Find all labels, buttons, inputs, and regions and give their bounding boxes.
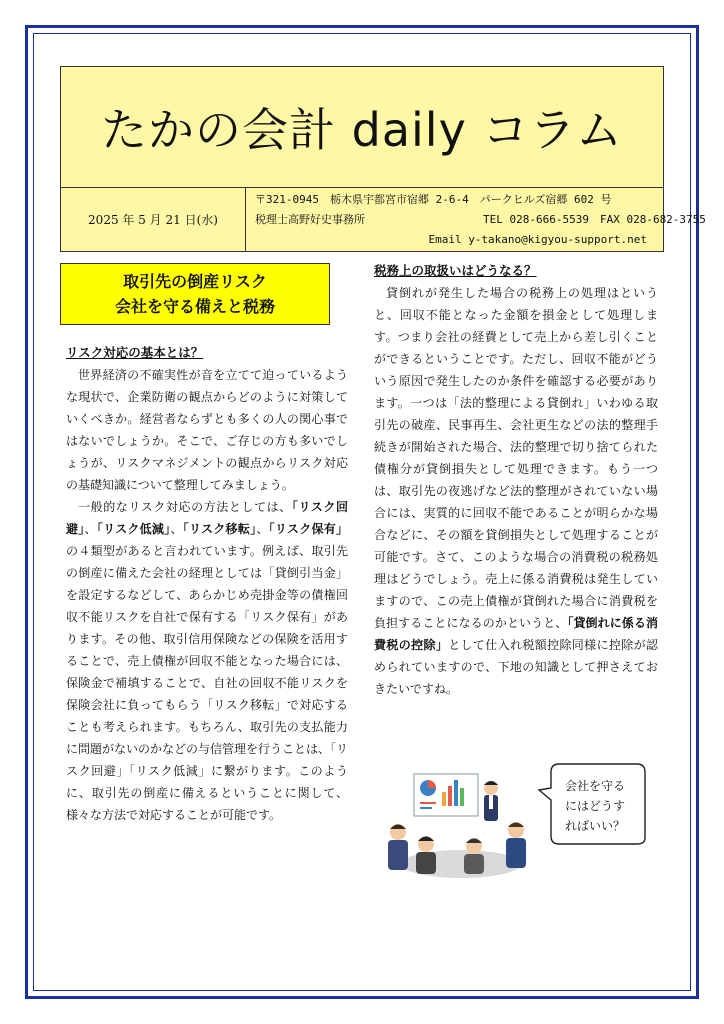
text-span: 、 xyxy=(84,522,97,536)
office-phone-fax: TEL 028-666-5539 FAX 028-682-3755 xyxy=(483,213,706,226)
bold-term: 「リスク保有」 xyxy=(268,522,348,536)
headline-line-1: 取引先の倒産リスク xyxy=(123,272,267,291)
masthead xyxy=(60,66,706,252)
office-email: Email y-takano@kigyou-support.net xyxy=(428,233,647,246)
paragraph-risk-intro: 世界経済の不確実性が音を立てて迫っているような現状で、企業防衛の観点からどのように対策していくべきか。経営者ならずとも多くの人の関心事ではないでしょうか。そこで、ご存じの方も多いでしょうが、リスクマネジメントの観点からリスク対応の基礎知識について整理してみましょう。 xyxy=(66,368,348,492)
newsletter-title: たかの会計 daily コラム xyxy=(61,67,663,188)
text-span: として仕入れ税額控除同様に控除が認められていますので、下地の知識として押さえておきたいですね。 xyxy=(374,638,658,696)
paragraph-risk-types xyxy=(66,496,348,826)
text-span: 、 xyxy=(170,522,183,536)
text-span: 一般的なリスク対応の方法としては、 xyxy=(78,500,292,514)
bubble-line: にはどうす xyxy=(564,799,625,813)
bold-term: 「リスク低減」 xyxy=(96,522,171,536)
bold-term: 「リスク移転」 xyxy=(182,522,257,536)
bold-term: 「リスク回避」 xyxy=(66,500,348,536)
office-name: 税理士高野好史事務所 xyxy=(255,213,365,226)
section-heading-tax: 税務上の取扱いはどうなる？ xyxy=(374,263,537,278)
text-span: の４類型があると言われています。例えば、取引先の倒産に備えた会社の経理としては「貸倒引当金」を設定するなどして、あらかじめ売掛金等の債権回収不能リスクを自社で保有する「リスク保有」があります。その他、取引信用保険などの保険を活用することで、売上債権が回収不能となった場合には、保険金で補填することで、自社の回収不能リスクを保険会社に負ってもらう「リスク移転」で対応することも考えられます。もちろん、取引先の支払能力に問題がないのかなどの与信管理を行うことは、「リスク回避」「リスク低減」に繋がります。このように、取引先の倒産に備えるということに関して、様々な方法で対応することが可能です。 xyxy=(66,544,349,822)
text-span: 貸倒れが発生した場合の税務上の処理はというと、回収不能となった金額を損金として処理します。つまり会社の経費として売上から差し引くことができるということです。ただし、回収不能がどういう原因で発生したのか条件を確認する必要があります。一つは「法的整理による貸倒れ」いわゆる取引先の破産、民事再生、会社更生などの法的整理手続きが開始された場合、法的整理で切り捨てられた債権分が貸倒損失として処理できます。もう一つは、取引先の夜逃げなど法的整理がされていない場合には、実質的に回収不能であることが明らかな場合などに、その額を貸倒損失として処理することが可能です。さて、このような場合の消費税の税務処理はどうでしょう。売上に係る消費税は発生していますので、この売上債権が貸倒れた場合に消費税を負担することになるのかというと、 xyxy=(374,286,658,630)
paragraph-tax xyxy=(374,282,658,700)
bubble-line: ればいい？ xyxy=(564,819,625,833)
bubble-line: 会社を守る xyxy=(564,779,625,793)
section-heading-risk: リスク対応の基本とは？ xyxy=(66,345,204,360)
bold-term: 「貸倒れに係る消費税の控除」 xyxy=(374,616,658,652)
meeting-illustration xyxy=(376,766,546,888)
contact-info xyxy=(247,188,706,251)
article-headline xyxy=(60,263,330,325)
right-column xyxy=(374,260,658,700)
office-address: 〒321-0945 栃木県宇都宮市宿郷 2-6-4 パークヒルズ宿郷 602 号 xyxy=(255,193,612,206)
text-span: 、 xyxy=(256,522,269,536)
speech-bubble-text xyxy=(553,776,637,836)
issue-date: 2025 年 5 月 21 日(水) xyxy=(61,188,246,251)
left-column xyxy=(66,342,348,826)
headline-line-2: 会社を守る備えと税務 xyxy=(114,297,275,316)
